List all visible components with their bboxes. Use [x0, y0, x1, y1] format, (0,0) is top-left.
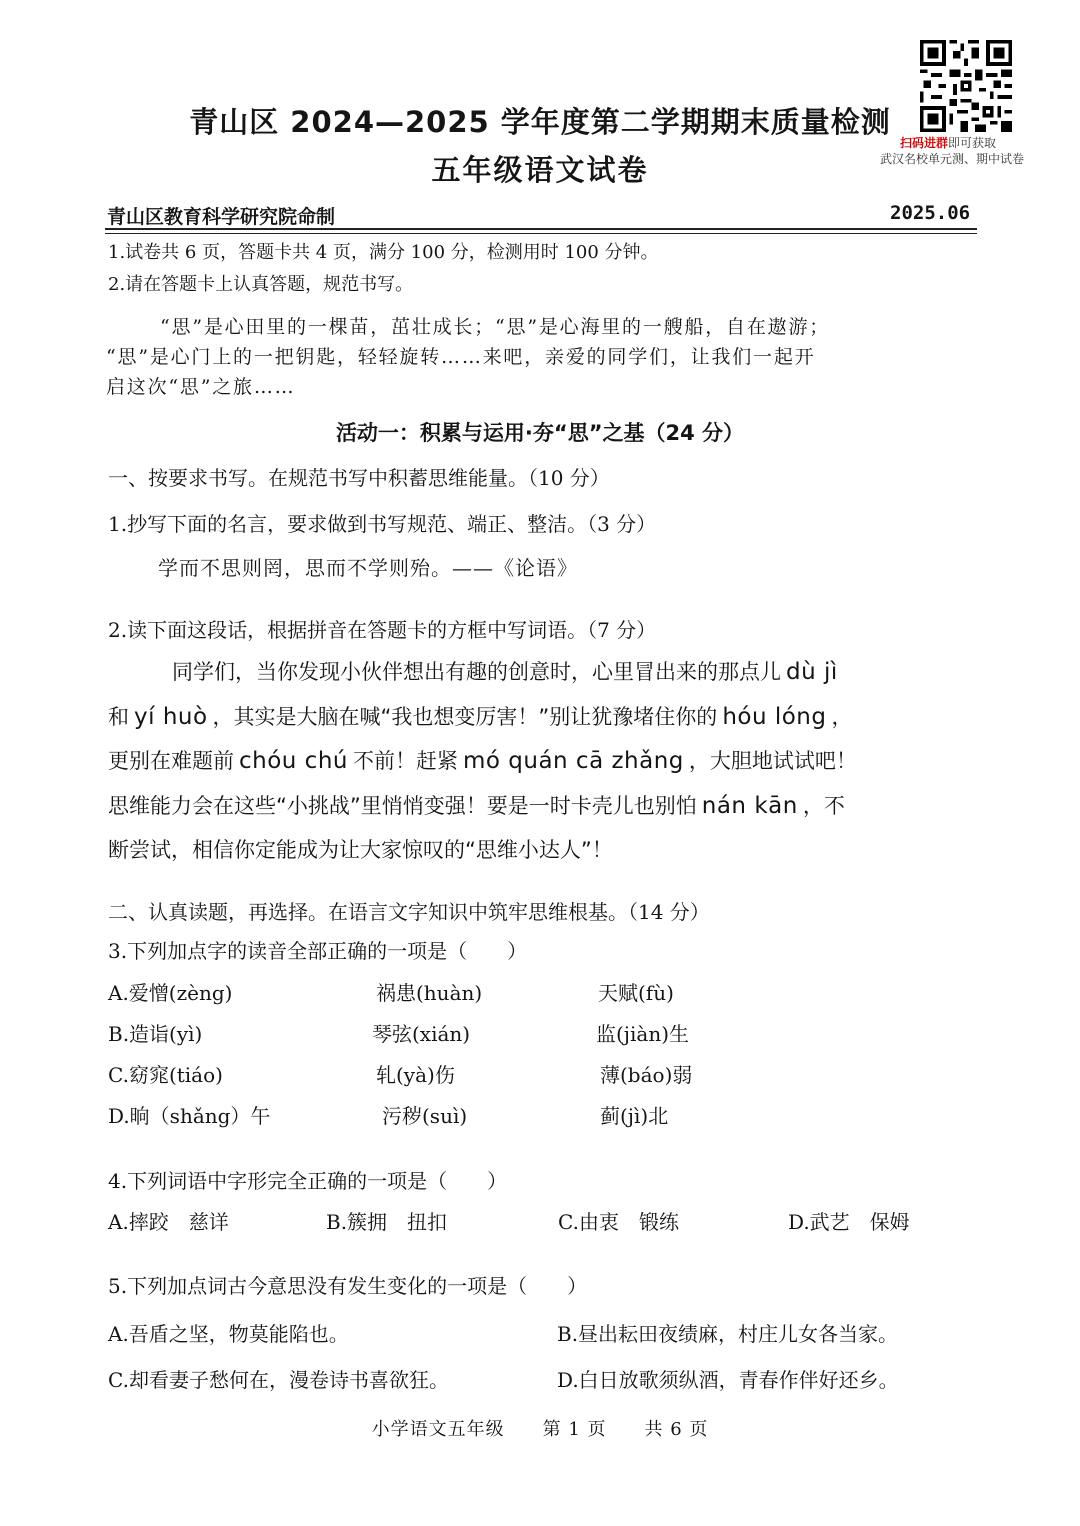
quote-text: 学而不思则罔，思而不学则殆。——《论语》: [158, 556, 578, 580]
q5-option: B.昼出耘田夜绩麻，村庄儿女各当家。: [557, 1322, 899, 1346]
header-rule-thin: [105, 233, 977, 234]
pinyin: nán kān: [701, 793, 798, 819]
q3-option: 祸患(huàn): [376, 981, 483, 1005]
part1-heading: 一、按要求书写。在规范书写中积蓄思维能量。（10 分）: [108, 466, 610, 490]
passage-line: 同学们，当你发现小伙伴想出有趣的创意时，心里冒出来的那点儿 dù jì: [172, 659, 838, 685]
q4-option: A.摔跤 慈详: [108, 1210, 229, 1234]
q3-option: D.晌（shǎng）午: [108, 1104, 271, 1128]
exam-subtitle: 五年级语文试卷: [431, 153, 649, 187]
q4-option: B.簇拥 扭扣: [326, 1210, 448, 1234]
question-1: 1.抄写下面的名言，要求做到书写规范、端正、整洁。（3 分）: [108, 512, 657, 536]
exam-date: 2025.06: [890, 202, 971, 224]
passage-line: 思维能力会在这些“小挑战”里悄悄变强！要是一时卡壳儿也别怕 nán kān ，不: [108, 793, 845, 819]
pinyin: yí huò: [134, 704, 208, 730]
q4-option: C.由衷 锻练: [558, 1210, 679, 1234]
intro-line: “思”是心田里的一棵苗，茁壮成长；“思”是心海里的一艘船，自在遨游；: [160, 316, 831, 338]
question-3: 3.下列加点字的读音全部正确的一项是（ ）: [108, 939, 528, 963]
q3-option: B.造诣(yì): [108, 1022, 203, 1046]
intro-line: 启这次“思”之旅……: [106, 376, 296, 398]
q3-option: A.爱憎(zèng): [108, 981, 233, 1005]
q3-option: 琴弦(xián): [372, 1022, 471, 1046]
qr-code-icon: [918, 40, 1014, 132]
q5-option: A.吾盾之坚，物莫能陷也。: [108, 1322, 349, 1346]
q5-option: D.白日放歌须纵酒，青春作伴好还乡。: [557, 1368, 899, 1392]
pinyin: dù jì: [786, 659, 838, 685]
qr-caption-line2: 武汉名校单元测、期中试卷: [880, 152, 1025, 166]
issuer: 青山区教育科学研究院命制: [107, 206, 336, 228]
q4-option: D.武艺 保姆: [788, 1210, 910, 1234]
pinyin: hóu lóng: [722, 704, 827, 730]
note-line: 2.请在答题卡上认真答题，规范书写。: [108, 274, 414, 295]
q3-option: 污秽(suì): [382, 1104, 468, 1128]
passage-line: 和 yí huò ，其实是大脑在喊“我也想变厉害！”别让犹豫堵住你的 hóu lóng ，: [108, 704, 853, 730]
q3-option: 薄(báo)弱: [600, 1063, 693, 1087]
pinyin: chóu chú: [239, 748, 348, 774]
q3-option: 蓟(jì)北: [600, 1104, 669, 1128]
q5-option: C.却看妻子愁何在，漫卷诗书喜欲狂。: [108, 1368, 449, 1392]
question-2: 2.读下面这段话，根据拼音在答题卡的方框中写词语。（7 分）: [108, 618, 657, 642]
question-5: 5.下列加点词古今意思没有发生变化的一项是（ ）: [108, 1274, 588, 1298]
passage-line: 更别在难题前 chóu chú 不前！赶紧 mó quán cā zhǎng ，大胆地试试吧！: [108, 748, 857, 774]
q3-option: 监(jiàn)生: [596, 1022, 690, 1046]
page-footer: 小学语文五年级 第 1 页 共 6 页: [371, 1419, 709, 1440]
pinyin: mó quán cā zhǎng: [462, 748, 684, 774]
qr-caption: 扫码进群即可获取: [900, 136, 997, 150]
question-4: 4.下列词语中字形完全正确的一项是（ ）: [108, 1169, 508, 1193]
intro-line: “思”是心门上的一把钥匙，轻轻旋转……来吧，亲爱的同学们，让我们一起开: [106, 346, 816, 368]
header-rule: [105, 228, 977, 230]
q3-option: 轧(yà)伤: [376, 1063, 455, 1087]
q3-option: C.窈窕(tiáo): [108, 1063, 223, 1087]
exam-title: 青山区 2024—2025 学年度第二学期期末质量检测: [189, 105, 891, 139]
part2-heading: 二、认真读题，再选择。在语言文字知识中筑牢思维根基。（14 分）: [108, 900, 710, 924]
note-line: 1.试卷共 6 页，答题卡共 4 页，满分 100 分，检测用时 100 分钟。: [108, 242, 659, 263]
q3-option: 天赋(fù): [598, 981, 674, 1005]
activity-title: 活动一：积累与运用·夯“思”之基（24 分）: [335, 421, 745, 445]
passage-line: 断尝试，相信你定能成为让大家惊叹的“思维小达人”！: [108, 838, 613, 862]
